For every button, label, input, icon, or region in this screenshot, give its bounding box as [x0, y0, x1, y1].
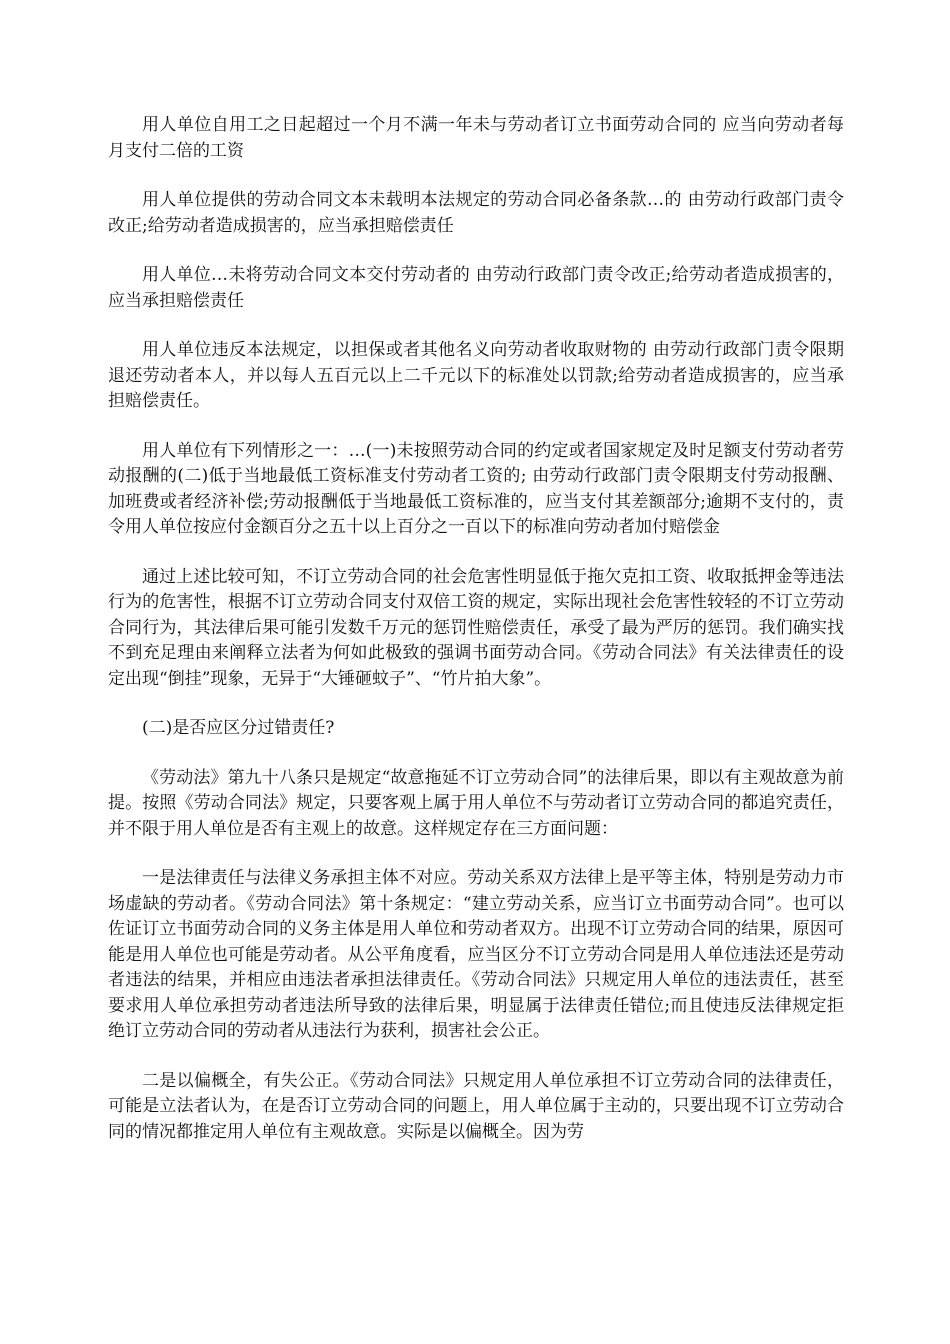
paragraph-double-wage: 用人单位自用工之日起超过一个月不满一年未与劳动者订立书面劳动合同的 应当向劳动者每月支付二倍的工资 — [108, 115, 844, 161]
paragraph-missing-clauses: 用人单位提供的劳动合同文本未载明本法规定的劳动合同必备条款…的 由劳动行政部门责令改正;给劳动者造成损害的，应当承担赔偿责任 — [108, 190, 844, 236]
paragraph-contract-not-delivered: 用人单位…未将劳动合同文本交付劳动者的 由劳动行政部门责令改正;给劳动者造成损害的，应当承担赔偿责任 — [108, 265, 844, 311]
paragraph-wage-violations: 用人单位有下列情形之一：…(一)未按照劳动合同的约定或者国家规定及时足额支付劳动者劳动报酬的(二)低于当地最低工资标准支付劳动者工资的; 由劳动行政部门责令限期支付劳动报酬、加班费或者经济补偿;劳动报酬低于当地最低工资标准的，应当支付其差额部分;逾期不支付的，责令用人单位按应付金额百分之五十以上百分之一百以下的标准向劳动者加付赔偿金 — [108, 440, 844, 537]
paragraph-point-one: 一是法律责任与法律义务承担主体不对应。劳动关系双方法律上是平等主体，特别是劳动力市场虚缺的劳动者。《劳动合同法》第十条规定：“建立劳动关系，应当订立书面劳动合同”。也可以佐证订立书面劳动合同的义务主体是用人单位和劳动者双方。出现不订立劳动合同的结果，原因可能是用人单位也可能是劳动者。从公平角度看，应当区分不订立劳动合同是用人单位违法还是劳动者违法的结果，并相应由违法者承担法律责任。《劳动合同法》只规定用人单位的违法责任，甚至要求用人单位承担劳动者违法所导致的法律后果，明显属于法律责任错位;而且使违反法律规定拒绝订立劳动合同的劳动者从违法行为获利，损害社会公正。 — [108, 868, 844, 1041]
section-heading-fault-liability: (二)是否应区分过错责任? — [142, 718, 335, 738]
document-body — [108, 113, 844, 1169]
paragraph-point-two: 二是以偏概全，有失公正。《劳动合同法》只规定用人单位承担不订立劳动合同的法律责任，可能是立法者认为，在是否订立劳动合同的问题上，用人单位属于主动的，只要出现不订立劳动合同的情况都推定用人单位有主观故意。实际是以偏概全。因为劳 — [108, 1070, 844, 1142]
paragraph-labor-law-article-98: 《劳动法》第九十八条只是规定“故意拖延不订立劳动合同”的法律后果，即以有主观故意为前提。按照《劳动合同法》规定，只要客观上属于用人单位不与劳动者订立劳动合同的都追究责任，并不限于用人单位是否有主观上的故意。这样规定存在三方面问题： — [108, 767, 844, 839]
paragraph-illegal-collection: 用人单位违反本法规定，以担保或者其他名义向劳动者收取财物的 由劳动行政部门责令限期退还劳动者本人，并以每人五百元以上二千元以下的标准处以罚款;给劳动者造成损害的，应当承担赔偿责任。 — [108, 340, 844, 411]
paragraph-comparison-conclusion: 通过上述比较可知，不订立劳动合同的社会危害性明显低于拖欠克扣工资、收取抵押金等违法行为的危害性，根据不订立劳动合同支付双倍工资的规定，实际出现社会危害性较轻的不订立劳动合同行为，其法律后果可能引发数千万元的惩罚性赔偿责任，承受了最为严厉的惩罚。我们确实找不到充足理由来阐释立法者为何如此极致的强调书面劳动合同。《劳动合同法》有关法律责任的设定出现“倒挂”现象，无异于“大锤砸蚊子”、“竹片拍大象”。 — [108, 566, 844, 689]
